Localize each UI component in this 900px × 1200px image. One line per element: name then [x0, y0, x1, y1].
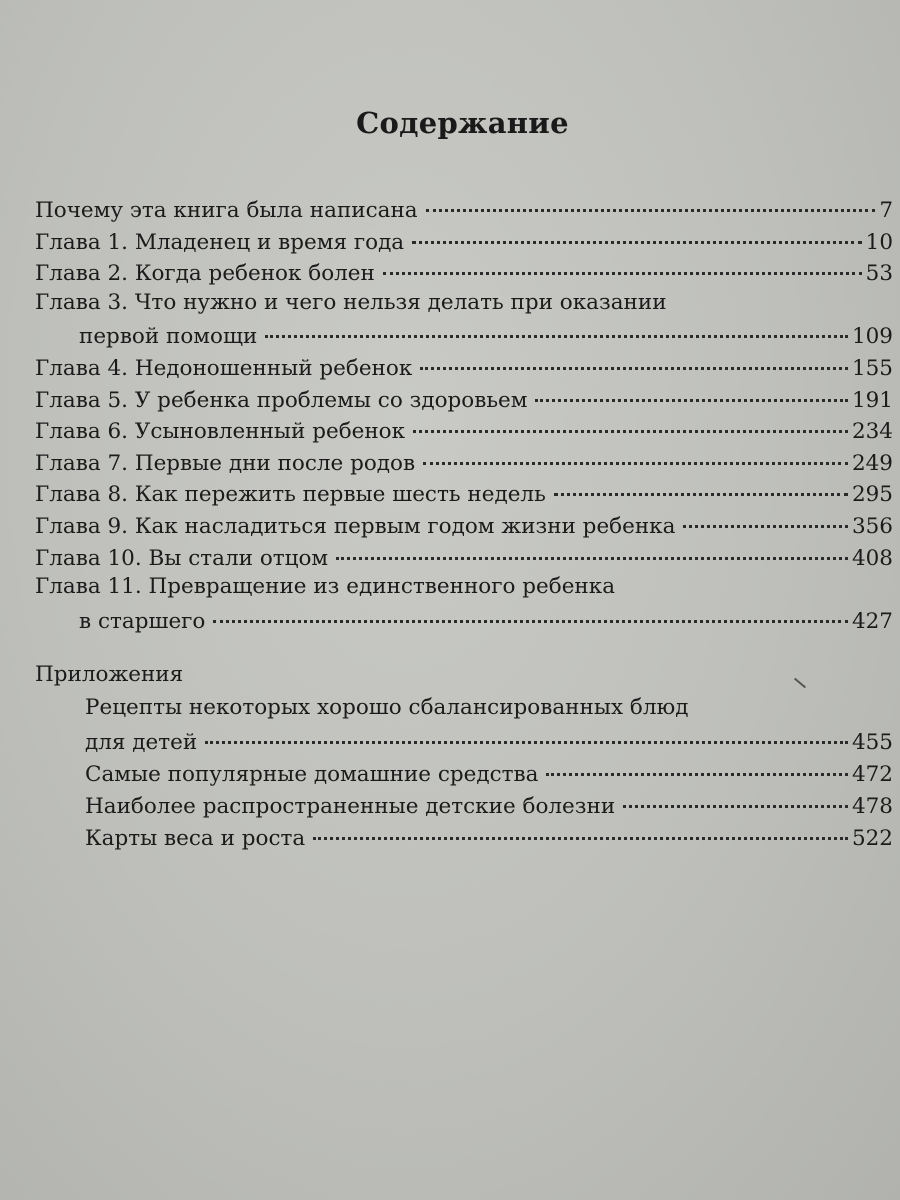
toc-entry-text: Глава 1. Младенец и время года — [35, 229, 405, 255]
toc-entry-text: в старшего — [79, 608, 206, 634]
toc-page-number: 109 — [851, 324, 893, 350]
toc-page-number: 7 — [879, 198, 893, 223]
appendix-heading: Приложения — [35, 662, 184, 688]
toc-entry-text: Глава 6. Усыновленный ребенок — [35, 419, 406, 445]
dot-leader — [683, 503, 848, 528]
toc-page-number: 249 — [851, 450, 893, 476]
toc-entry-text: Карты веса и роста — [85, 826, 306, 852]
dot-leader — [336, 535, 848, 560]
toc-page-number: 455 — [851, 730, 893, 756]
toc-page-number: 522 — [851, 826, 893, 852]
dot-leader — [313, 815, 848, 840]
toc-page-number: 356 — [851, 513, 893, 539]
toc-entry — [35, 540, 893, 572]
toc-entry-text: Глава 9. Как насладиться первым годом жизни ребенка — [35, 513, 676, 539]
dot-leader — [205, 719, 848, 744]
toc-page-number: 295 — [851, 482, 893, 508]
toc-page-number: 234 — [851, 419, 893, 445]
toc-entry-continuation — [35, 603, 893, 635]
dot-leader — [623, 783, 848, 808]
appendix-list — [35, 692, 893, 852]
toc-entry-text: Самые популярные домашние средства — [85, 762, 539, 788]
toc-entry-text: Глава 10. Вы стали отцом — [35, 545, 329, 571]
dot-leader — [423, 440, 848, 465]
dot-leader — [413, 408, 848, 433]
dot-leader — [265, 313, 848, 338]
toc-page-number: 53 — [865, 261, 893, 287]
toc-entry-text: Рецепты некоторых хорошо сбалансированных блюд — [85, 695, 689, 721]
toc-entry-text: первой помощи — [79, 324, 258, 350]
dot-leader — [420, 345, 848, 370]
toc-page-number: 472 — [851, 762, 893, 788]
dot-leader — [535, 377, 847, 402]
dot-leader — [554, 471, 848, 496]
dot-leader — [546, 751, 848, 776]
toc-entry-text: Глава 7. Первые дни после родов — [35, 450, 416, 476]
toc-page-number: 408 — [851, 545, 893, 571]
toc-entry-text: Наиболее распространенные детские болезни — [85, 794, 616, 820]
dot-leader — [426, 187, 876, 212]
toc-page-number: 478 — [851, 794, 893, 820]
dot-leader — [412, 219, 862, 244]
toc-entry-text: Глава 5. У ребенка проблемы со здоровьем — [35, 387, 528, 413]
toc-entry — [35, 255, 893, 287]
toc-entry-text: для детей — [85, 730, 198, 756]
toc-entry-text: Глава 2. Когда ребенок болен — [35, 261, 375, 287]
toc-entry-text: Глава 11. Превращение из единственного ребенка — [35, 574, 616, 600]
page-title: Содержание — [356, 106, 569, 140]
toc-page-number: 10 — [865, 229, 893, 255]
toc-entry-text: Глава 4. Недоношенный ребенок — [35, 355, 413, 381]
toc-page-number: 191 — [851, 387, 893, 413]
toc-entry-text: Почему эта книга была написана — [35, 198, 418, 223]
table-of-contents — [35, 192, 893, 852]
dot-leader — [213, 598, 848, 623]
dot-leader — [383, 250, 862, 275]
toc-entry-text: Глава 3. Что нужно и чего нельзя делать при оказании — [35, 289, 667, 315]
toc-entry-text: Глава 8. Как пережить первые шесть недель — [35, 482, 546, 508]
appendix-entry — [85, 820, 893, 852]
toc-page-number: 427 — [851, 608, 893, 634]
toc-page-number: 155 — [851, 355, 893, 381]
